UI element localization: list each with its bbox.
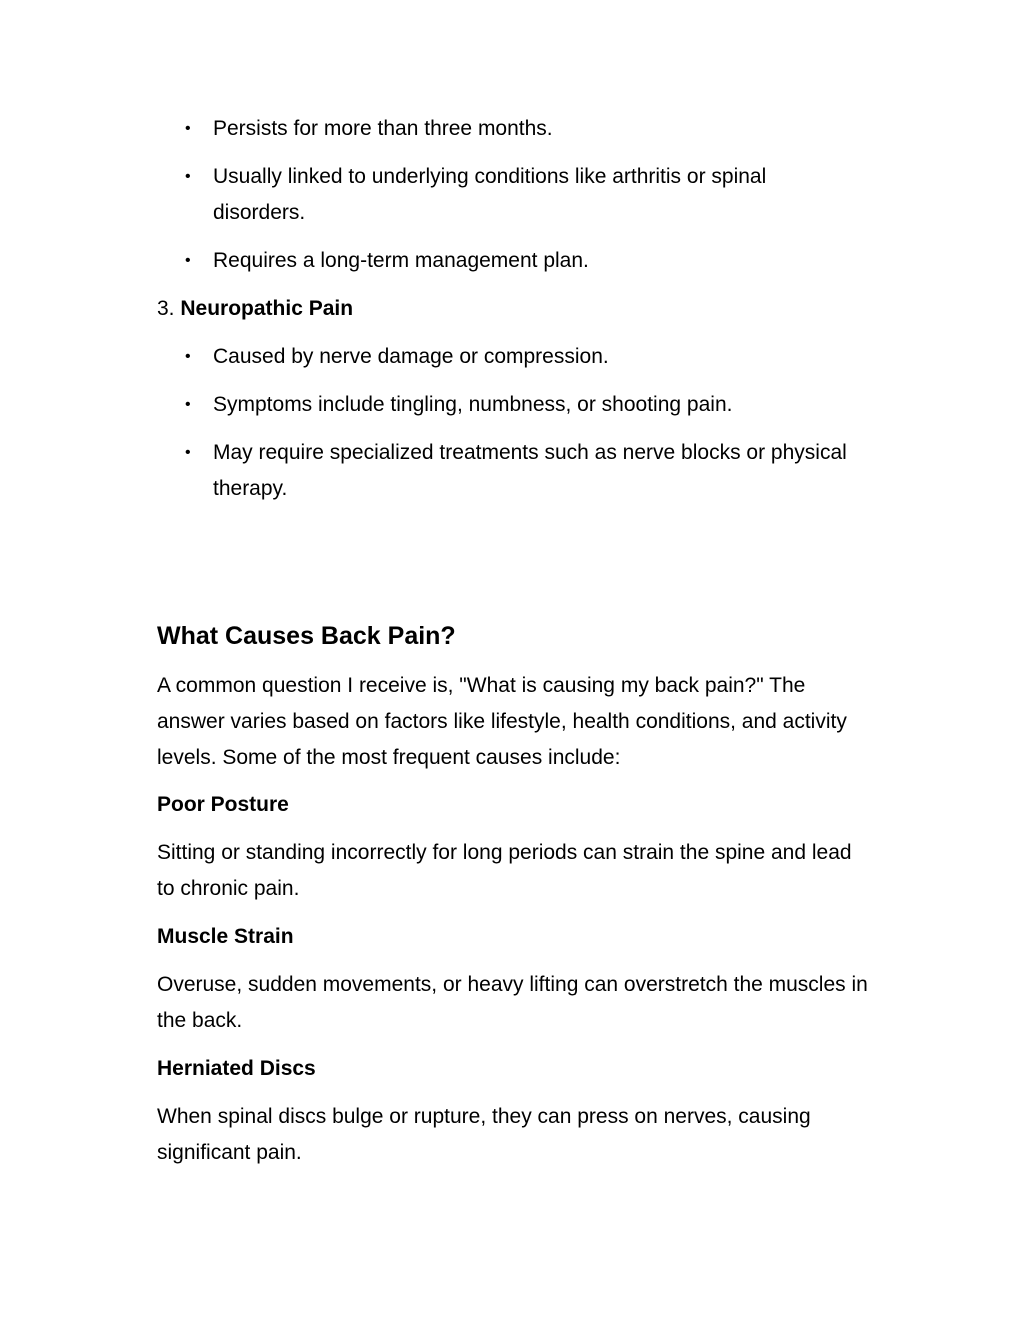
list-item-text: Usually linked to underlying conditions like arthritis or spinal disorders. — [213, 165, 767, 224]
numbered-item-neuropathic — [157, 291, 353, 327]
list-item — [185, 111, 863, 147]
list-item — [185, 435, 863, 507]
intro-paragraph: A common question I receive is, "What is causing my back pain?" The answer varies based on factors like lifestyle, health conditions, and activity levels. Some of the most frequent causes include: — [157, 674, 847, 769]
cause-text-muscle-strain: Overuse, sudden movements, or heavy lifting can overstretch the muscles in the back. — [157, 973, 868, 1032]
bullet-icon: • — [185, 396, 191, 413]
list-item-text: Caused by nerve damage or compression. — [213, 345, 609, 368]
section-heading: What Causes Back Pain? — [157, 622, 456, 650]
list-item-text: Symptoms include tingling, numbness, or shooting pain. — [213, 393, 733, 416]
bullet-icon: • — [185, 168, 191, 185]
list-item — [185, 339, 863, 375]
cause-title-muscle-strain: Muscle Strain — [157, 925, 294, 948]
bullet-icon: • — [185, 252, 191, 269]
list-item-text: May require specialized treatments such as nerve blocks or physical therapy. — [213, 441, 847, 500]
item-number: 3. — [157, 297, 175, 320]
bullet-icon: • — [185, 348, 191, 365]
list-item-text: Persists for more than three months. — [213, 117, 553, 140]
item-title: Neuropathic Pain — [180, 297, 354, 320]
cause-title-herniated-discs: Herniated Discs — [157, 1057, 316, 1080]
list-item — [185, 243, 863, 279]
list-item-text: Requires a long-term management plan. — [213, 249, 589, 272]
list-item — [185, 387, 863, 423]
list-item — [185, 159, 863, 231]
cause-text-herniated-discs: When spinal discs bulge or rupture, they can press on nerves, causing significant pain. — [157, 1105, 811, 1164]
bullet-icon: • — [185, 444, 191, 461]
cause-text-poor-posture: Sitting or standing incorrectly for long periods can strain the spine and lead to chronic pain. — [157, 841, 852, 900]
bullet-icon: • — [185, 120, 191, 137]
cause-title-poor-posture: Poor Posture — [157, 793, 289, 816]
